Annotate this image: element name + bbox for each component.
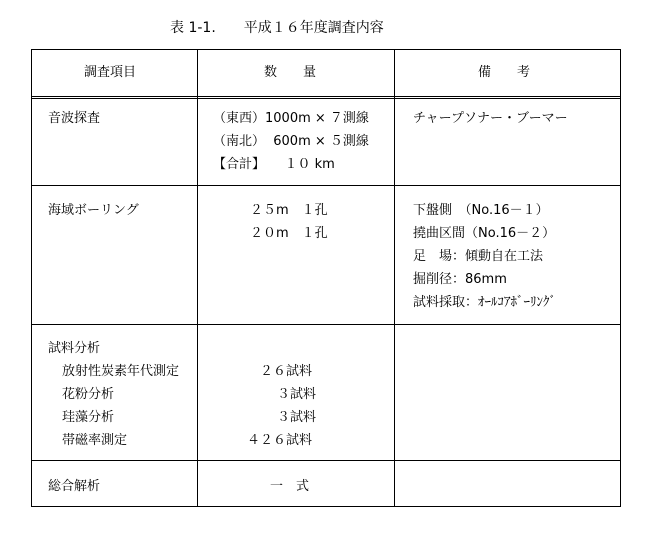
row-subitem: 珪藻分析 — [62, 410, 115, 425]
row-item: 海域ボーリング — [48, 203, 139, 218]
header-remarks: 備 考 — [478, 65, 531, 80]
row-remarks: 試料採取：ｵｰﾙｺｱﾎﾞｰﾘﾝｸﾞ — [413, 295, 557, 310]
header-item: 調査項目 — [84, 65, 137, 80]
row-quantity: ３試料 — [277, 410, 317, 425]
row-quantity: 【合計】 １０ km — [213, 157, 335, 172]
row-quantity: 一 式 — [270, 479, 310, 494]
row-item: 試料分析 — [48, 341, 101, 356]
row-remarks: 掘削径：86mm — [413, 272, 507, 287]
row-divider — [32, 185, 620, 186]
header-divider — [32, 96, 620, 99]
row-remarks: 下盤側 （No.16－１） — [413, 203, 549, 218]
row-subitem: 花粉分析 — [62, 387, 115, 402]
row-quantity: ２６試料 — [260, 364, 313, 379]
row-item: 音波探査 — [48, 111, 101, 126]
row-divider — [32, 324, 620, 325]
row-quantity: ２５m １孔 — [250, 203, 328, 218]
row-quantity: ４２６試料 — [247, 433, 313, 448]
row-remarks: 撓曲区間（No.16－２） — [413, 226, 556, 241]
table-title: 表 1-1. 平成１６年度調査内容 — [170, 20, 384, 36]
row-remarks: 足 場：傾動自在工法 — [413, 249, 544, 264]
row-item: 総合解析 — [48, 479, 101, 494]
row-quantity: （東西）1000m × ７測線 — [213, 111, 369, 126]
row-subitem: 帯磁率測定 — [62, 433, 128, 448]
row-subitem: 放射性炭素年代測定 — [62, 364, 180, 379]
survey-table — [31, 49, 621, 507]
column-divider — [394, 50, 395, 506]
row-divider — [32, 460, 620, 461]
column-divider — [197, 50, 198, 506]
row-quantity: ２０m １孔 — [250, 226, 328, 241]
row-quantity: ３試料 — [277, 387, 317, 402]
row-remarks: チャープソナー・ブーマー — [413, 111, 568, 126]
header-quantity: 数 量 — [264, 65, 317, 80]
row-quantity: （南北） 600m × ５測線 — [213, 134, 369, 149]
